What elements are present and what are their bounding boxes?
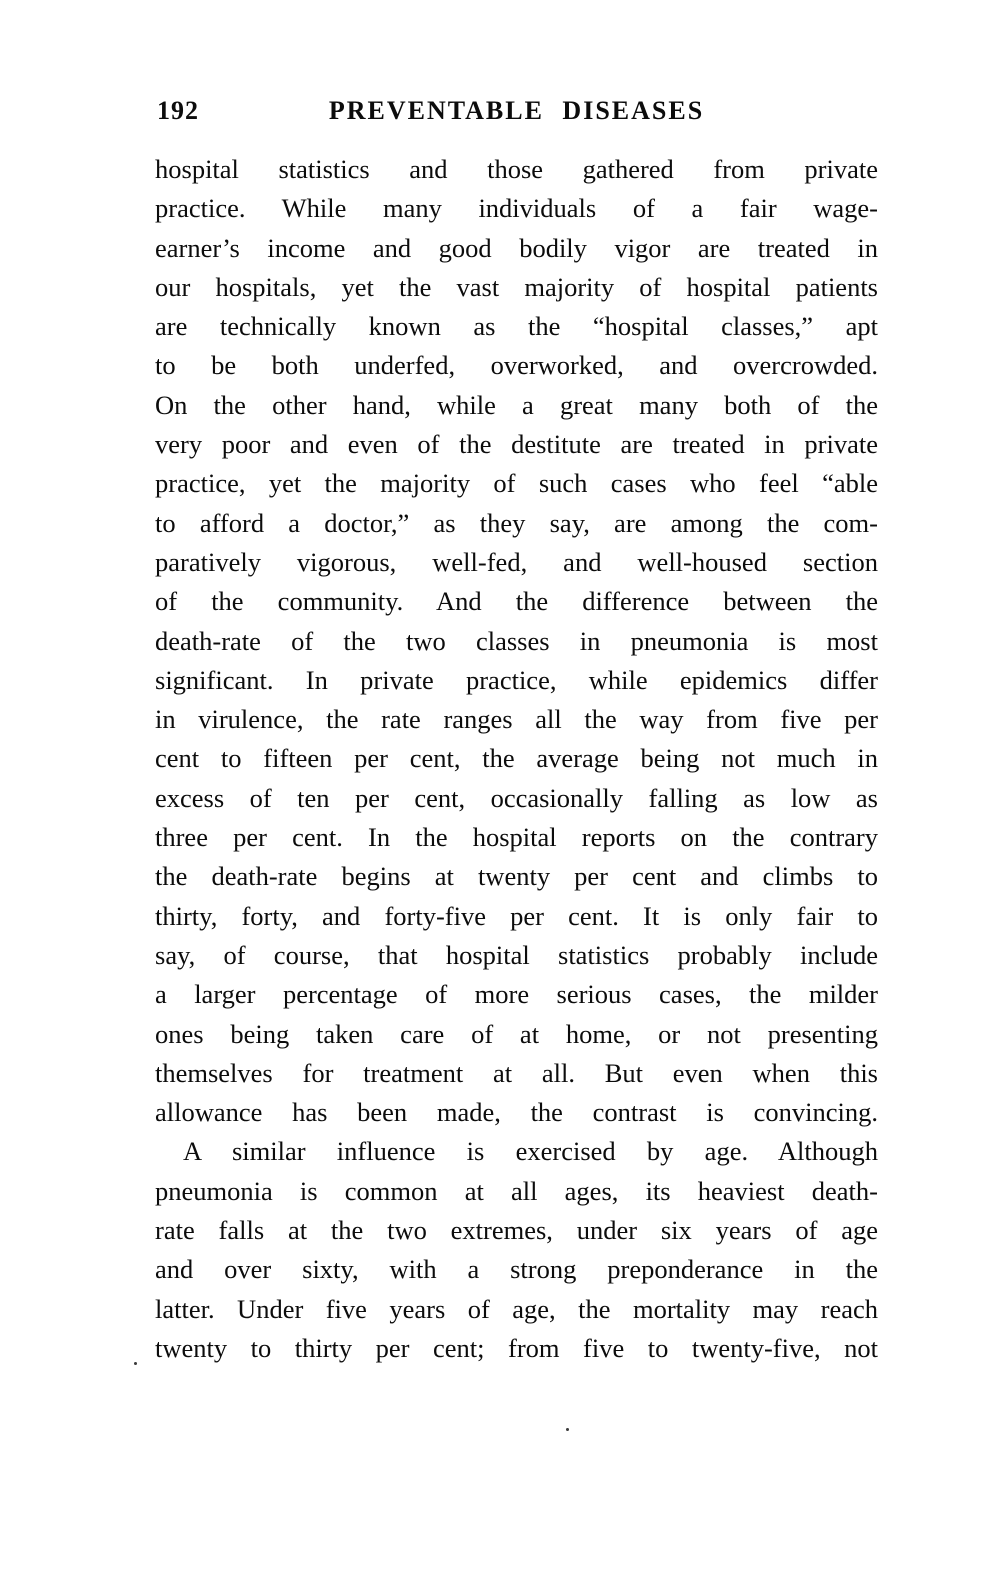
body-text-line: are technically known as the “hospital classes,” apt (155, 311, 878, 342)
body-text-line: pneumonia is common at all ages, its heaviest death- (155, 1175, 878, 1206)
body-text-line: paratively vigorous, well-fed, and well-housed section (155, 546, 878, 577)
body-text-line: significant. In private practice, while epidemics differ (155, 664, 878, 695)
body-text-line: rate falls at the two extremes, under six years of age (155, 1215, 878, 1246)
body-text-line: hospital statistics and those gathered from private (155, 154, 878, 184)
body-text-line: cent to fifteen per cent, the average being not much in (155, 743, 878, 774)
body-text-line: twenty to thirty per cent; from five to twenty-five, not (155, 1332, 878, 1363)
body-text-line: thirty, forty, and forty-five per cent. It is only fair to (155, 900, 878, 931)
body-text-line: in virulence, the rate ranges all the way from five per (155, 704, 878, 735)
body-text-line: to be both underfed, overworked, and overcrowded. (155, 350, 878, 381)
body-text-line: and over sixty, with a strong preponderance in the (155, 1254, 878, 1285)
running-title: PREVENTABLE DISEASES (328, 96, 705, 125)
body-text-line: of the community. And the difference between the (155, 586, 878, 617)
body-text-line: practice, yet the majority of such cases who feel “able (155, 468, 878, 499)
body-text-line: say, of course, that hospital statistics probably include (155, 939, 878, 970)
body-text-line: very poor and even of the destitute are treated in private (155, 429, 878, 460)
body-text-line: latter. Under five years of age, the mortality may reach (155, 1293, 878, 1324)
scan-speck (566, 1428, 569, 1431)
body-text-line: allowance has been made, the contrast is convincing. (155, 1097, 878, 1128)
body-text-line: excess of ten per cent, occasionally falling as low as (155, 782, 878, 813)
page-number: 192 (157, 96, 199, 125)
body-text-column (155, 150, 878, 1368)
body-text-line: On the other hand, while a great many both of the (155, 389, 878, 420)
body-text-line: our hospitals, yet the vast majority of hospital patients (155, 271, 878, 302)
body-text-line: A similar influence is exercised by age. Although (183, 1136, 878, 1167)
scan-speck (134, 1362, 137, 1365)
body-text-line: practice. While many individuals of a fair wage- (155, 193, 878, 224)
body-text-line: the death-rate begins at twenty per cent and climbs to (155, 861, 878, 892)
body-text-line: to afford a doctor,” as they say, are among the com- (155, 507, 878, 538)
body-text-line: three per cent. In the hospital reports on the contrary (155, 822, 878, 853)
body-text-line: a larger percentage of more serious cases, the milder (155, 979, 878, 1010)
body-text-line: death-rate of the two classes in pneumonia is most (155, 625, 878, 656)
body-text-line: earner’s income and good bodily vigor are treated in (155, 232, 878, 263)
body-text-line: ones being taken care of at home, or not presenting (155, 1018, 878, 1049)
running-header (155, 96, 878, 130)
body-text-line: themselves for treatment at all. But even when this (155, 1057, 878, 1088)
